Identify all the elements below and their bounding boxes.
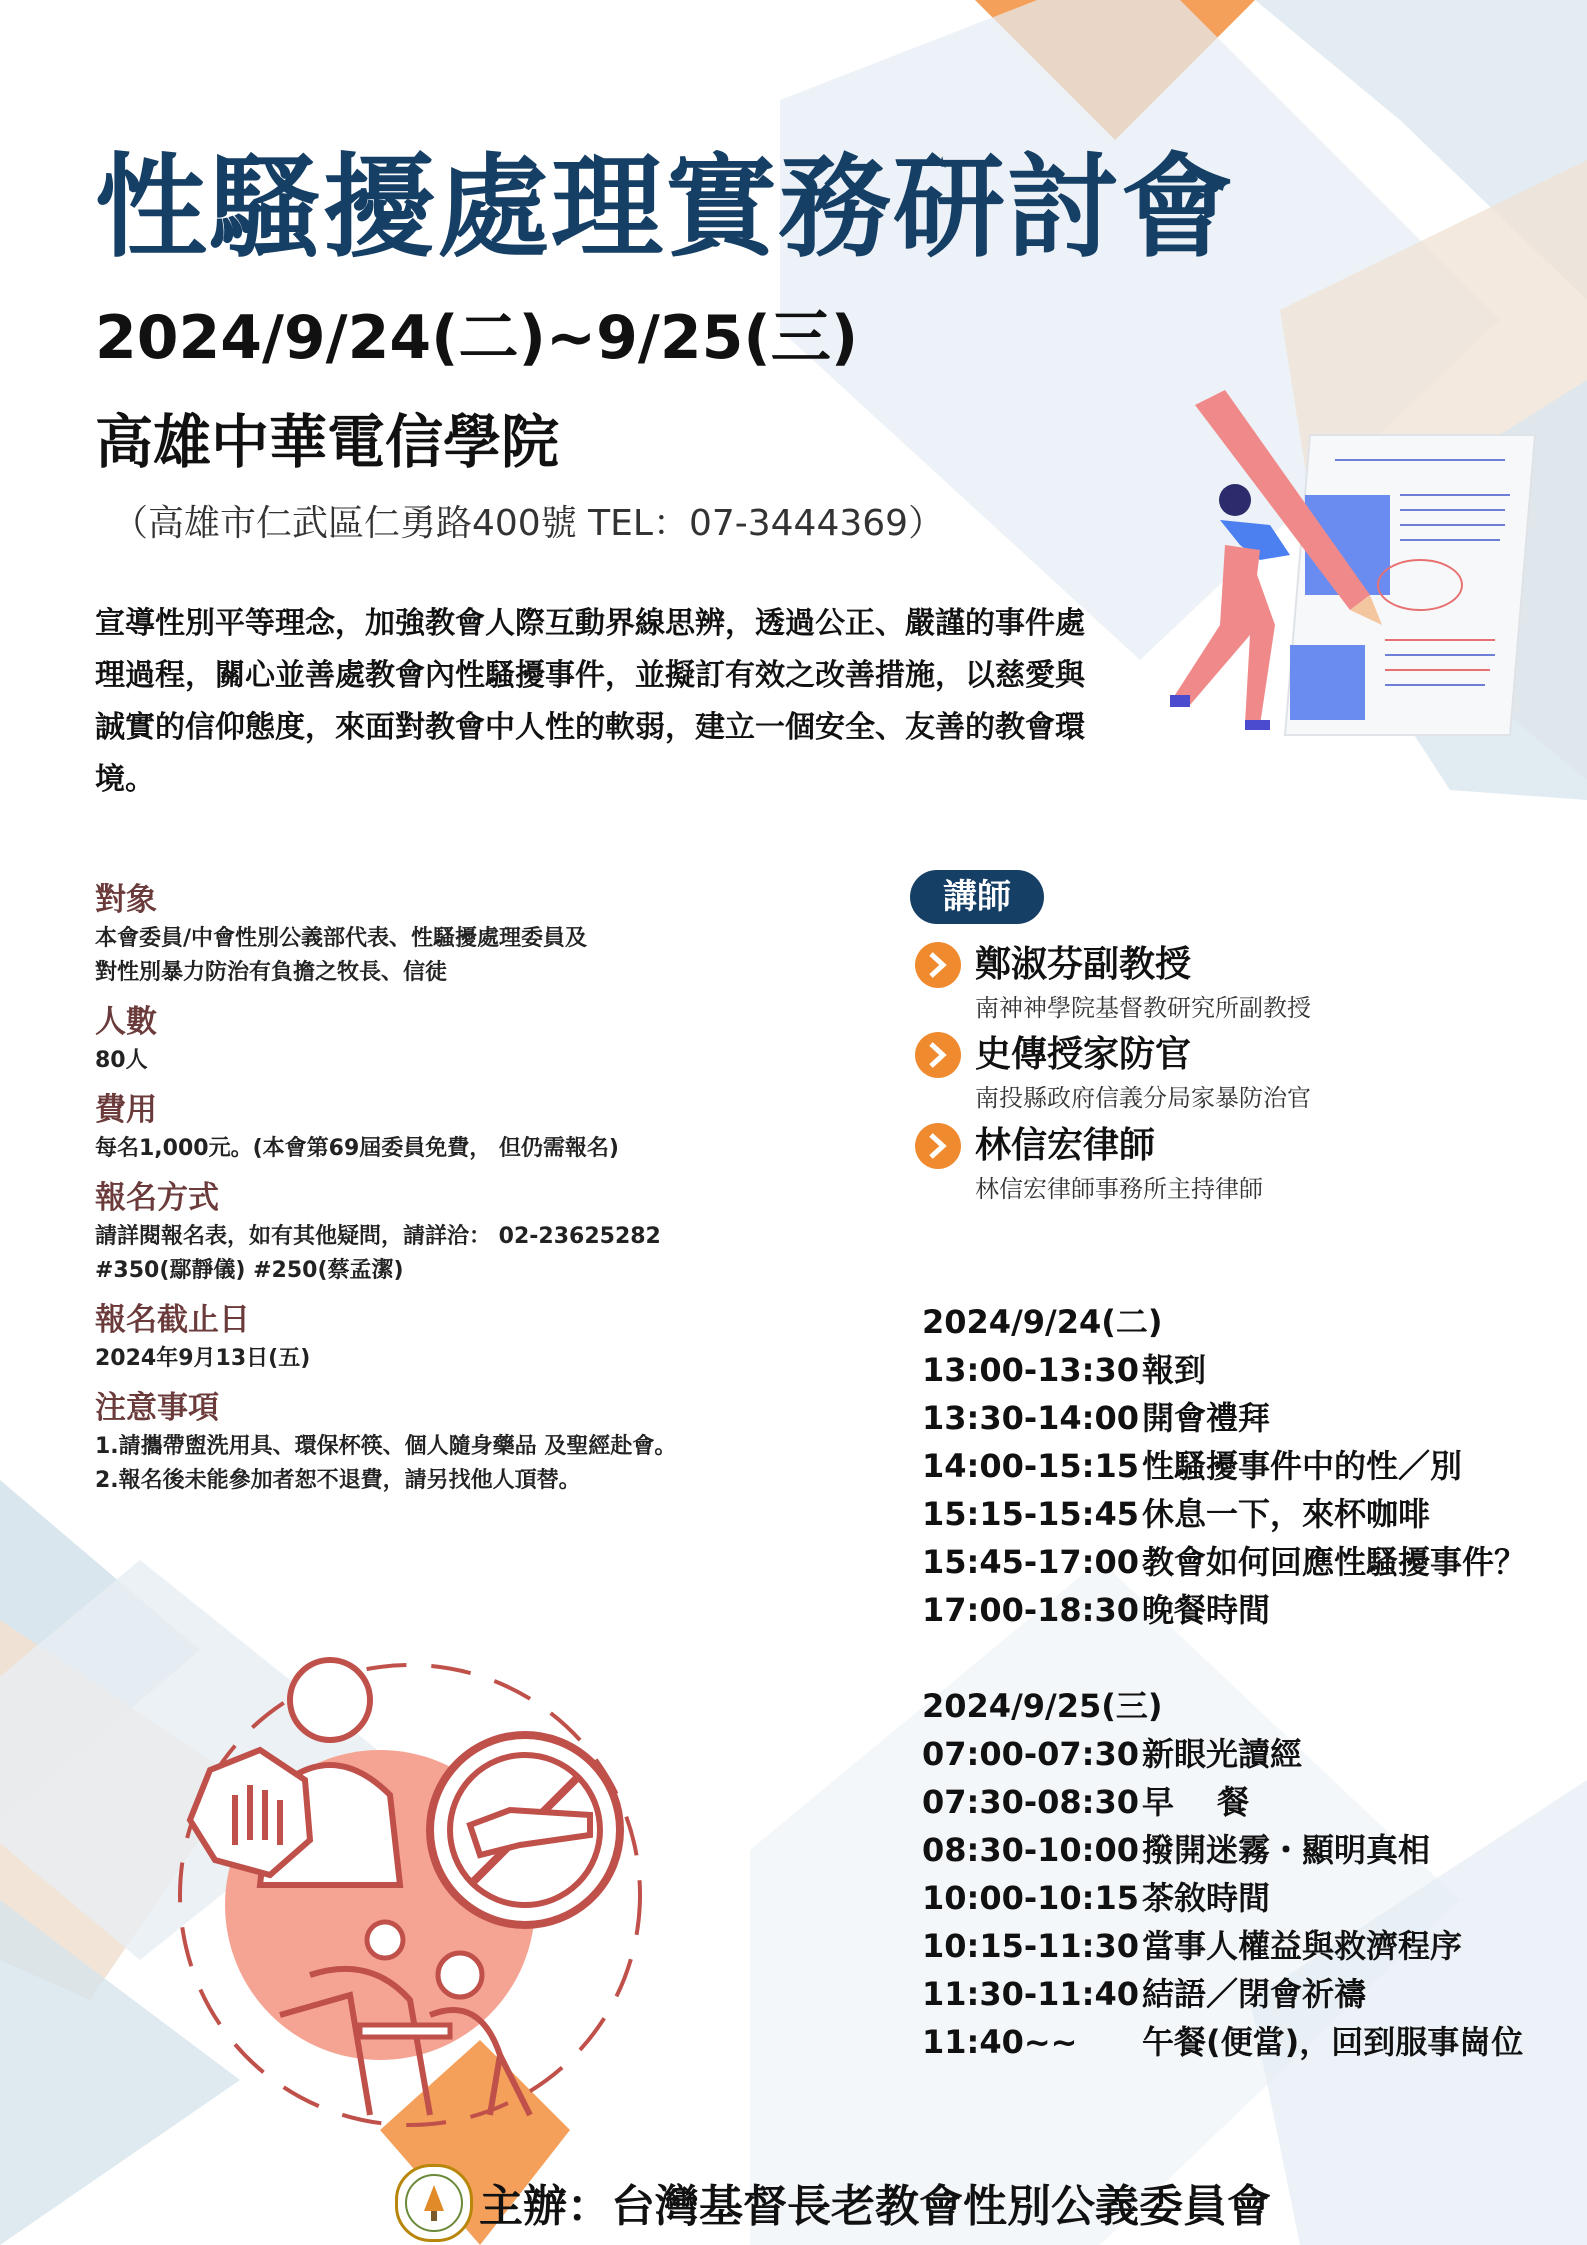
schedule-item: 新眼光讀經 (1142, 1735, 1303, 1773)
target-text-2: 對性別暴力防治有負擔之牧長、信徒 (95, 960, 448, 985)
speaker-name: 鄭淑芬副教授 (975, 944, 1192, 985)
schedule-row (922, 1490, 1562, 1538)
page-title: 性騷擾處理實務研討會 (95, 143, 1235, 273)
info-section (95, 868, 855, 1498)
schedule-time: 07:00-07:30 (922, 1735, 1139, 1773)
schedule-time: 11:40~~ (922, 2023, 1078, 2061)
chevron-right-icon (915, 1032, 961, 1078)
schedule-item: 報到 (1142, 1351, 1207, 1389)
schedule-row (922, 1970, 1562, 2018)
notes-text-1: 1.請攜帶盥洗用具、環保杯筷、個人隨身藥品 及聖經赴會。 (95, 1434, 677, 1459)
church-seal-logo (395, 2164, 473, 2242)
event-intro: 宣導性別平等理念，加強教會人際互動界線思辨，透過公正、嚴謹的事件處理過程，關心並善處教會內性騷擾事件，並擬訂有效之改善措施，以慈愛與誠實的信仰態度，來面對教會中人性的軟弱，建立一個安全、友善的教會環境。 (95, 606, 1085, 797)
notes-heading: 注意事項 (95, 1390, 219, 1426)
schedule-item: 早 餐 (1142, 1783, 1250, 1821)
count-heading: 人數 (95, 1004, 157, 1040)
schedule-item: 性騷擾事件中的性／別 (1142, 1447, 1463, 1485)
speaker-item (915, 1117, 1435, 1207)
speakers-badge: 講師 (910, 870, 1044, 924)
speaker-title: 南神神學院基督教研究所副教授 (975, 994, 1311, 1022)
deadline-heading: 報名截止日 (95, 1302, 250, 1338)
schedule-time: 15:15-15:45 (922, 1495, 1139, 1533)
schedule-time: 08:30-10:00 (922, 1831, 1139, 1869)
count-text: 80人 (95, 1048, 148, 1073)
schedule-row (922, 1874, 1562, 1922)
fee-heading: 費用 (95, 1092, 157, 1128)
schedule-time: 13:30-14:00 (922, 1399, 1139, 1437)
schedule-item: 午餐(便當)，回到服事崗位 (1142, 2023, 1524, 2061)
schedule-item: 茶敘時間 (1142, 1879, 1271, 1917)
schedule-row (922, 1442, 1562, 1490)
event-address: （高雄市仁武區仁勇路400號 TEL：07-3444369） (112, 503, 945, 544)
schedule-item: 當事人權益與救濟程序 (1142, 1927, 1463, 1965)
document-pencil-illustration (1150, 385, 1550, 745)
fee-text: 每名1,000元。(本會第69屆委員免費， 但仍需報名) (95, 1136, 619, 1161)
schedule-row (922, 2018, 1562, 2066)
speaker-title: 林信宏律師事務所主持律師 (975, 1175, 1263, 1203)
schedule-time: 17:00-18:30 (922, 1591, 1139, 1629)
event-venue: 高雄中華電信學院 (95, 408, 560, 476)
notes-text-2: 2.報名後未能參加者恕不退費，請另找他人頂替。 (95, 1468, 581, 1493)
speaker-item (915, 1026, 1435, 1116)
schedule-row (922, 1922, 1562, 1970)
schedule-row (922, 1346, 1562, 1394)
schedule-item: 結語／閉會祈禱 (1142, 1975, 1367, 2013)
schedule-day-1 (922, 1298, 1562, 1634)
speaker-name: 林信宏律師 (975, 1125, 1156, 1166)
schedule-time: 10:15-11:30 (922, 1927, 1139, 1965)
schedule-day-heading: 2024/9/25(三) (922, 1687, 1163, 1725)
schedule-time: 11:30-11:40 (922, 1975, 1139, 2013)
schedule-item: 晚餐時間 (1142, 1591, 1271, 1629)
schedule-row (922, 1586, 1562, 1634)
target-heading: 對象 (95, 882, 157, 918)
schedule-row (922, 1826, 1562, 1874)
schedule-item: 撥開迷霧・顯明真相 (1142, 1831, 1431, 1869)
event-date: 2024/9/24(二)~9/25(三) (95, 303, 859, 373)
schedule-time: 13:00-13:30 (922, 1351, 1139, 1389)
target-text-1: 本會委員/中會性別公義部代表、性騷擾處理委員及 (95, 926, 588, 951)
schedule-item: 開會禮拜 (1142, 1399, 1271, 1437)
organizer-text: 主辦：台灣基督長老教會性別公義委員會 (479, 2181, 1271, 2232)
speaker-name: 史傳授家防官 (975, 1034, 1192, 1075)
schedule-row (922, 1730, 1562, 1778)
chevron-right-icon (915, 942, 961, 988)
harassment-prevention-illustration (170, 1655, 650, 2135)
schedule-time: 10:00-10:15 (922, 1879, 1139, 1917)
schedule-day-heading: 2024/9/24(二) (922, 1303, 1163, 1341)
schedule-row (922, 1538, 1562, 1586)
registration-heading: 報名方式 (95, 1180, 219, 1216)
schedule-time: 07:30-08:30 (922, 1783, 1139, 1821)
registration-text-2: #350(鄢靜儀) #250(蔡孟潔) (95, 1258, 404, 1283)
schedule-row (922, 1778, 1562, 1826)
speaker-title: 南投縣政府信義分局家暴防治官 (975, 1084, 1311, 1112)
schedule-item: 教會如何回應性騷擾事件？ (1142, 1543, 1527, 1581)
schedule-row (922, 1394, 1562, 1442)
registration-text-1: 請詳閱報名表，如有其他疑問，請詳洽： 02-23625282 (95, 1224, 661, 1249)
deadline-text: 2024年9月13日(五) (95, 1346, 311, 1371)
schedule-time: 15:45-17:00 (922, 1543, 1139, 1581)
organizer-footer (395, 2160, 1295, 2240)
chevron-right-icon (915, 1123, 961, 1169)
schedule-time: 14:00-15:15 (922, 1447, 1139, 1485)
schedule-item: 休息一下，來杯咖啡 (1142, 1495, 1431, 1533)
speaker-item (915, 936, 1435, 1026)
schedule-day-2 (922, 1682, 1562, 2066)
